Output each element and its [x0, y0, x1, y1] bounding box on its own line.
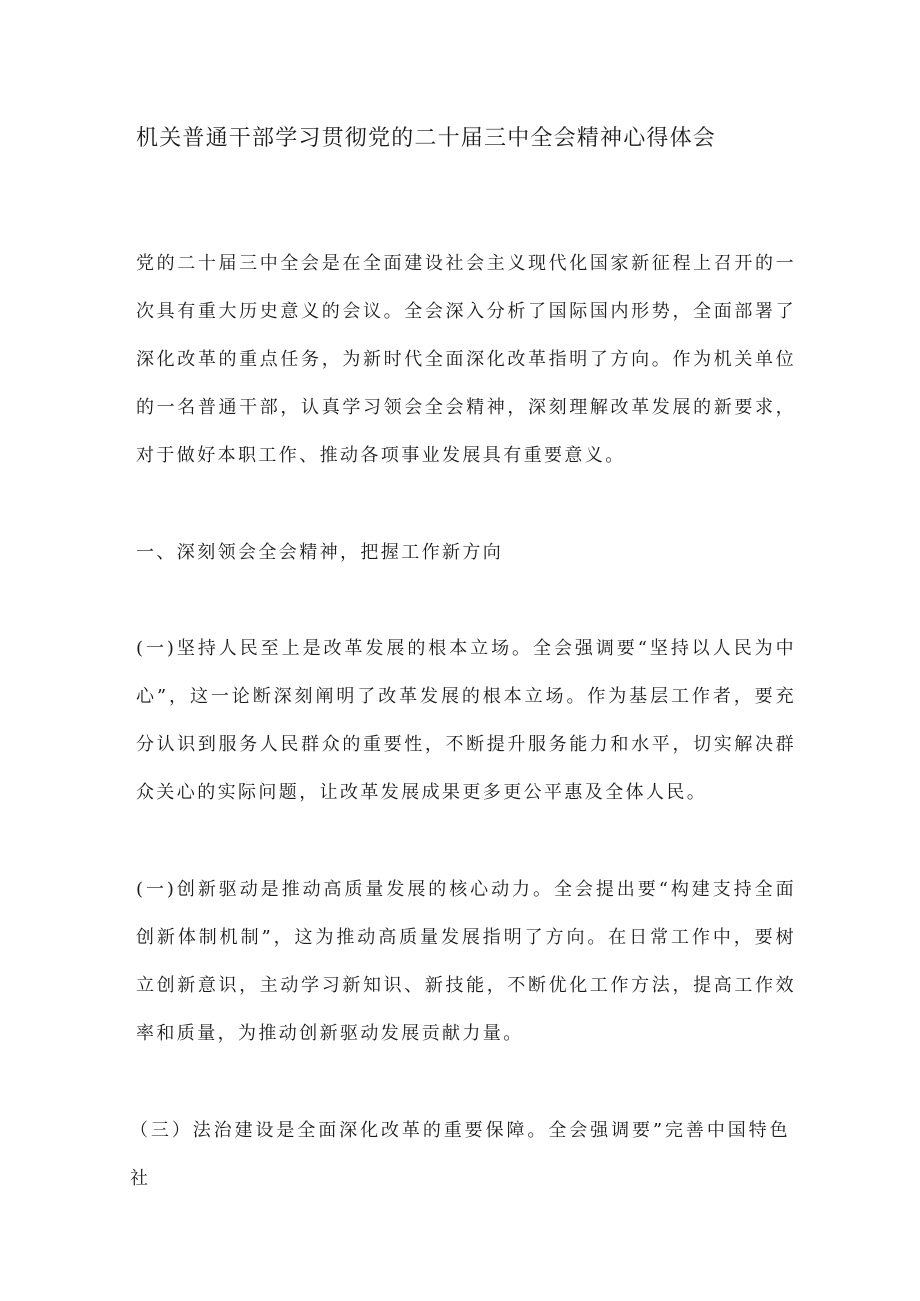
document-title: 机关普通干部学习贯彻党的二十届三中全会精神心得体会: [136, 126, 717, 151]
body-paragraph-1: (一)坚持人民至上是改革发展的根本立场。全会强调要“坚持以人民为中心”，这一论断深刻阐明了改革发展的根本立场。作为基层工作者，要充分认识到服务人民群众的重要性，不断提升服务能力和水平，切实解决群众关心的实际问题，让改革发展成果更多更公平惠及全体人民。: [136, 638, 796, 803]
body-paragraph-3: （三）法治建设是全面深化改革的重要保障。全会强调要”完善中国特色社: [130, 1120, 790, 1189]
intro-paragraph: 党的二十届三中全会是在全面建设社会主义现代化国家新征程上召开的一次具有重大历史意义的会议。全会深入分析了国际国内形势，全面部署了深化改革的重点任务，为新时代全面深化改革指明了方向。作为机关单位的一名普通干部，认真学习领会全会精神，深刻理解改革发展的新要求，对于做好本职工作、推动各项事业发展具有重要意义。: [136, 253, 796, 466]
body-paragraph-2: (一)创新驱动是推动高质量发展的核心动力。全会提出要“构建支持全面创新体制机制”，这为推动高质量发展指明了方向。在日常工作中，要树立创新意识，主动学习新知识、新技能，不断优化工作方法，提高工作效率和质量，为推动创新驱动发展贡献力量。: [136, 879, 796, 1044]
section-heading: 一、深刻领会全会精神，把握工作新方向: [136, 542, 504, 563]
